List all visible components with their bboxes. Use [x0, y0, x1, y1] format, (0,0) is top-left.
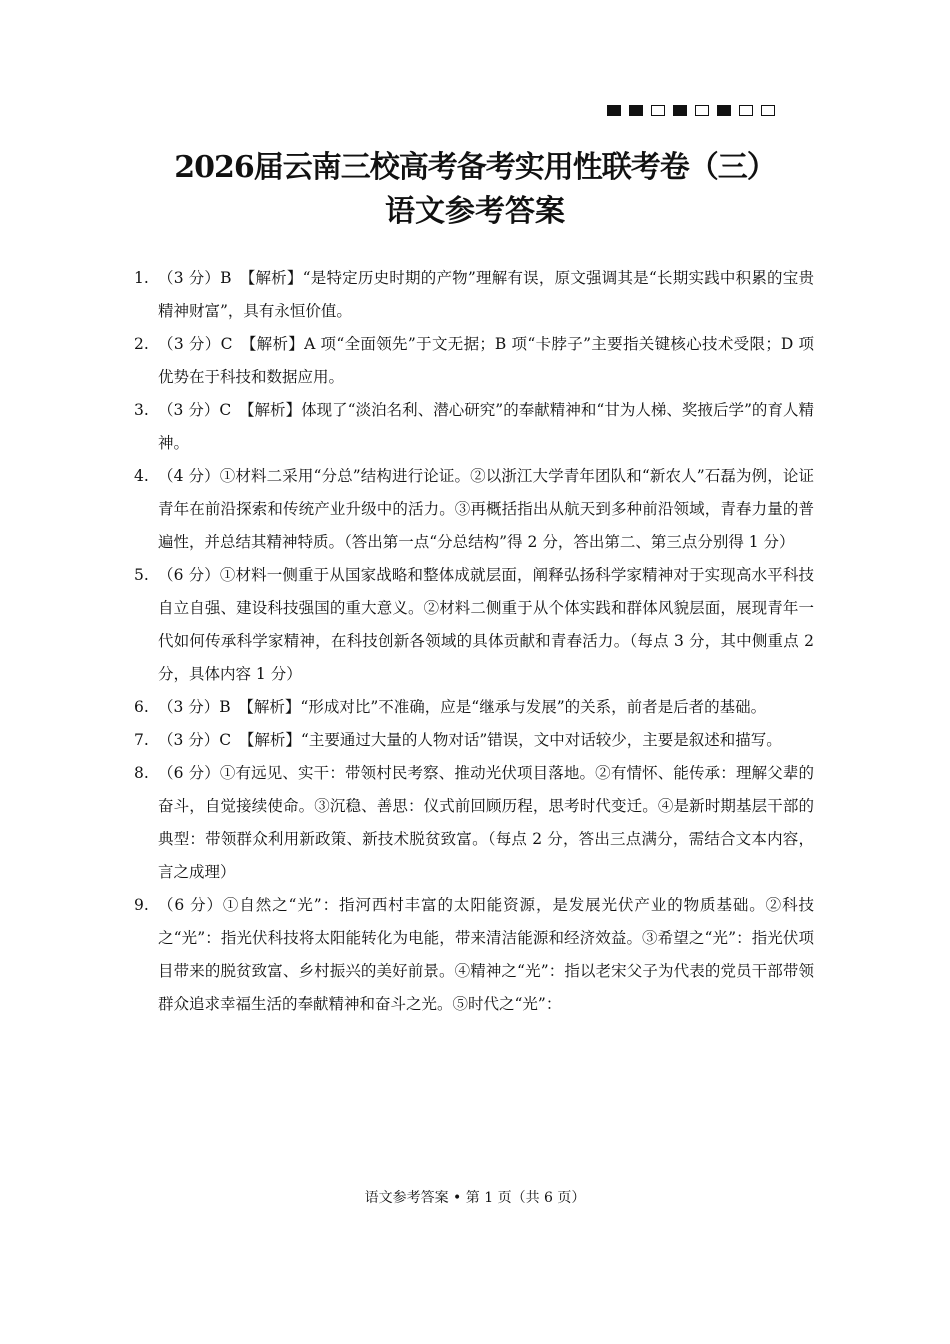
header-mark [629, 105, 643, 116]
answer-number: 4. [134, 467, 149, 485]
answer-item [134, 262, 814, 328]
answer-item [134, 724, 814, 757]
answer-text: （3 分）B 【解析】“是特定历史时期的产物”理解有误，原文强调其是“长期实践中积累的宝贵精神财富”，具有永恒价值。 [158, 269, 814, 320]
answer-item [134, 757, 814, 889]
answer-text: （4 分）①材料二采用“分总”结构进行论证。②以浙江大学青年团队和“新农人”石磊为例，论证青年在前沿探索和传统产业升级中的活力。③再概括指出从航天到多种前沿领域，青春力量的普遍性，并总结其精神特质。（答出第一点“分总结构”得 2 分，答出第二、第三点分别得 1 分） [158, 467, 814, 551]
answer-number: 1. [134, 269, 149, 287]
answer-item [134, 460, 814, 559]
answer-text: （6 分）①材料一侧重于从国家战略和整体成就层面，阐释弘扬科学家精神对于实现高水平科技自立自强、建设科技强国的重大意义。②材料二侧重于从个体实践和群体风貌层面，展现青年一代如何传承科学家精神，在科技创新各领域的具体贡献和青春活力。（每点 3 分，其中侧重点 2 分，具体内容 1 分） [158, 566, 814, 683]
answer-number: 7. [134, 731, 149, 749]
answer-list [134, 262, 814, 1021]
answer-number: 2. [134, 335, 149, 353]
page-footer: 语文参考答案 • 第 1 页（共 6 页） [364, 1190, 586, 1206]
page-title: 2026届云南三校高考备考实用性联考卷（三） [174, 150, 776, 185]
answer-text: （6 分）①自然之“光”：指河西村丰富的太阳能资源，是发展光伏产业的物质基础。②科技之“光”：指光伏科技将太阳能转化为电能，带来清洁能源和经济效益。③希望之“光”：指光伏项目带来的脱贫致富、乡村振兴的美好前景。④精神之“光”：指以老宋父子为代表的党员干部带领群众追求幸福生活的奉献精神和奋斗之光。⑤时代之“光”： [158, 896, 814, 1013]
header-mark [651, 105, 665, 116]
header-mark [761, 105, 775, 116]
answer-item [134, 559, 814, 691]
header-mark [607, 105, 621, 116]
page-subtitle: 语文参考答案 [385, 194, 565, 229]
answer-item [134, 889, 814, 1021]
answer-text: （3 分）C 【解析】A 项“全面领先”于文无据；B 项“卡脖子”主要指关键核心技术受限；D 项优势在于科技和数据应用。 [158, 335, 814, 386]
answer-number: 6. [134, 698, 149, 716]
header-mark [673, 105, 687, 116]
answer-number: 5. [134, 566, 149, 584]
answer-text: （3 分）C 【解析】体现了“淡泊名利、潜心研究”的奉献精神和“甘为人梯、奖掖后学”的育人精神。 [158, 401, 814, 452]
answer-item [134, 328, 814, 394]
answer-number: 3. [134, 401, 149, 419]
answer-number: 8. [134, 764, 149, 782]
header-mark [739, 105, 753, 116]
answer-number: 9. [134, 896, 149, 914]
header-marks [607, 105, 775, 116]
answer-item [134, 691, 814, 724]
answer-text: （3 分）C 【解析】“主要通过大量的人物对话”错误，文中对话较少，主要是叙述和描写。 [158, 731, 782, 749]
header-mark [717, 105, 731, 116]
answer-item [134, 394, 814, 460]
header-mark [695, 105, 709, 116]
answer-text: （6 分）①有远见、实干：带领村民考察、推动光伏项目落地。②有情怀、能传承：理解父辈的奋斗，自觉接续使命。③沉稳、善思：仪式前回顾历程，思考时代变迁。④是新时期基层干部的典型：带领群众利用新政策、新技术脱贫致富。（每点 2 分，答出三点满分，需结合文本内容，言之成理） [158, 764, 814, 881]
answer-text: （3 分）B 【解析】“形成对比”不准确，应是“继承与发展”的关系，前者是后者的基础。 [158, 698, 767, 716]
